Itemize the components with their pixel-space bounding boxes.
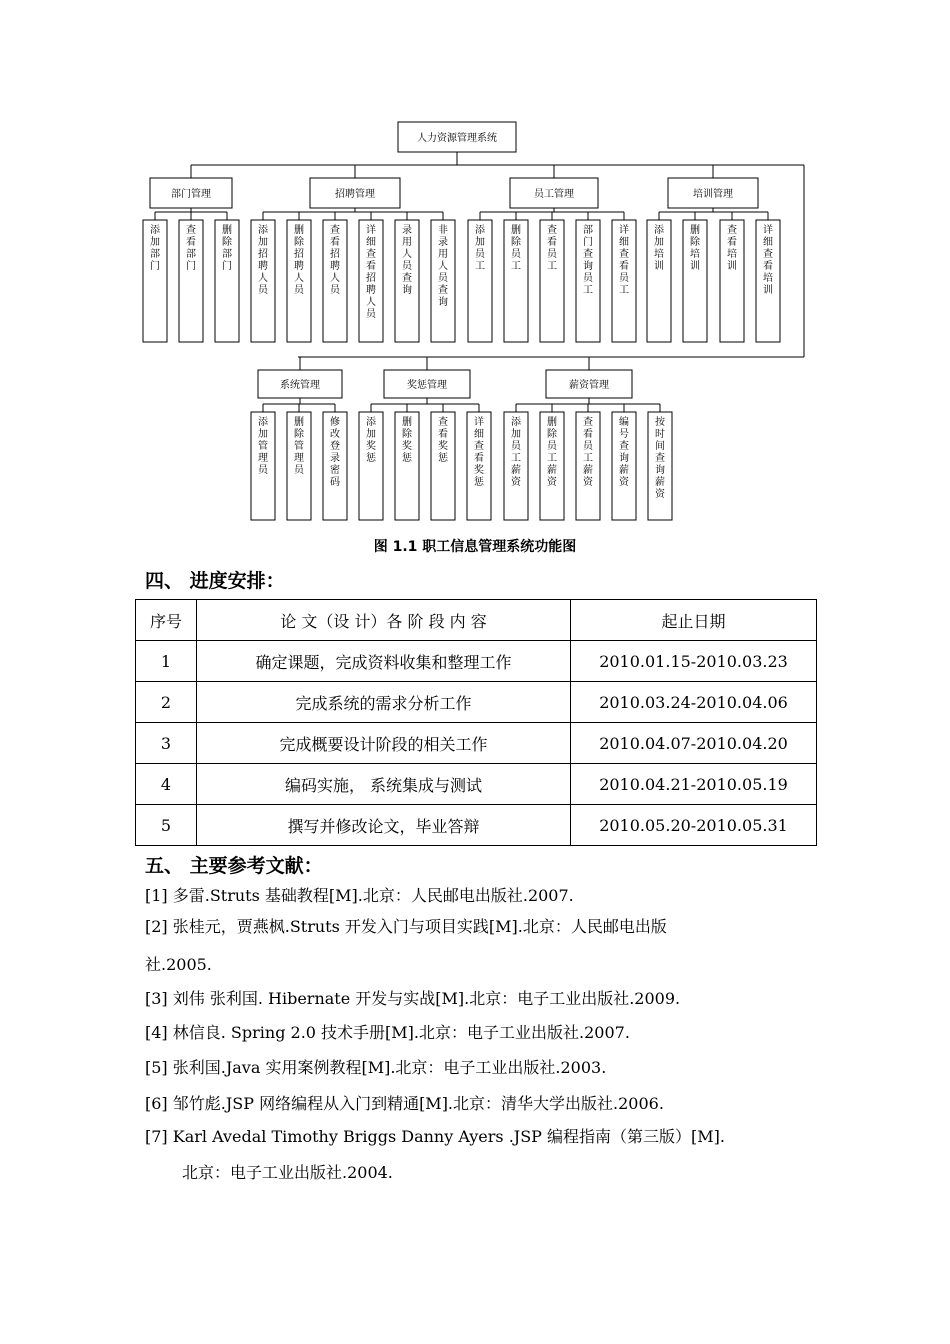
leaf-node-label: 添加奖惩 xyxy=(366,417,376,464)
reference-item: [3] 刘伟 张利国. Hibernate 开发与实战[M].北京：电子工业出版社.2009. xyxy=(145,989,681,1008)
root-node-label: 人力资源管理系统 xyxy=(417,133,497,144)
group-node-label: 招聘管理 xyxy=(335,189,375,200)
leaf-node-label: 编号查询薪资 xyxy=(619,417,629,488)
leaf-node-label: 删除培训 xyxy=(690,225,700,272)
leaf-node-label: 按时间查询薪资 xyxy=(655,417,665,500)
row-dates: 2010.04.07-2010.04.20 xyxy=(571,723,817,764)
table-row xyxy=(136,723,817,764)
leaf-node-label: 修改登录密码 xyxy=(330,417,340,488)
row-content: 撰写并修改论文，毕业答辩 xyxy=(197,805,571,846)
group-node-label: 培训管理 xyxy=(693,189,733,200)
section-5-heading: 五、 主要参考文献： xyxy=(145,855,323,877)
leaf-node-label: 添加部门 xyxy=(150,225,160,272)
leaf-node-label: 删除管理员 xyxy=(294,417,304,476)
leaf-node-label: 删除员工薪资 xyxy=(547,417,557,488)
leaf-node-label: 删除奖惩 xyxy=(402,417,412,464)
leaf-node-label: 查看招聘人员 xyxy=(330,225,340,296)
leaf-node-label: 查看奖惩 xyxy=(438,417,448,464)
header-cell: 论 文（设 计）各 阶 段 内 容 xyxy=(197,600,571,641)
reference-item: [4] 林信良. Spring 2.0 技术手册[M].北京：电子工业出版社.2007. xyxy=(145,1023,630,1042)
leaf-node-label: 非录用人员查询 xyxy=(438,225,448,308)
row-content: 确定课题，完成资料收集和整理工作 xyxy=(197,641,571,682)
leaf-node-label: 删除员工 xyxy=(511,225,521,272)
row-number: 4 xyxy=(136,764,197,805)
leaf-node-label: 查看培训 xyxy=(727,225,737,272)
leaf-node-label: 详细查看招聘人员 xyxy=(366,225,376,320)
row-dates: 2010.05.20-2010.05.31 xyxy=(571,805,817,846)
leaf-node-label: 添加员工薪资 xyxy=(511,417,521,488)
function-hierarchy-diagram xyxy=(0,0,950,540)
figure-caption: 图 1.1 职工信息管理系统功能图 xyxy=(373,539,577,555)
row-number: 5 xyxy=(136,805,197,846)
leaf-node-label: 部门查询员工 xyxy=(583,225,593,296)
reference-item: [1] 多雷.Struts 基础教程[M].北京：人民邮电出版社.2007. xyxy=(145,886,574,905)
group-node-label: 系统管理 xyxy=(280,380,320,391)
row-dates: 2010.03.24-2010.04.06 xyxy=(571,682,817,723)
leaf-node-label: 删除部门 xyxy=(222,225,232,272)
header-cell: 起止日期 xyxy=(571,600,817,641)
leaf-node-label: 查看部门 xyxy=(186,225,196,272)
group-node-label: 员工管理 xyxy=(534,189,574,200)
leaf-node-label: 添加管理员 xyxy=(258,417,268,476)
leaf-node-label: 查看员工 xyxy=(547,225,557,272)
leaf-node-label: 详细查看员工 xyxy=(619,225,629,296)
row-number: 1 xyxy=(136,641,197,682)
schedule-table xyxy=(135,599,817,846)
section-4-heading: 四、 进度安排： xyxy=(145,570,285,592)
leaf-node-label: 录用人员查询 xyxy=(402,225,412,296)
row-content: 编码实施， 系统集成与测试 xyxy=(197,764,571,805)
leaf-node-label: 添加招聘人员 xyxy=(258,225,268,296)
reference-item: [5] 张利国.Java 实用案例教程[M].北京：电子工业出版社.2003. xyxy=(145,1058,607,1077)
table-row xyxy=(136,805,817,846)
leaf-node-label: 详细查看培训 xyxy=(763,225,773,296)
group-node-label: 奖惩管理 xyxy=(407,380,447,391)
row-number: 2 xyxy=(136,682,197,723)
row-dates: 2010.01.15-2010.03.23 xyxy=(571,641,817,682)
reference-item: [7] Karl Avedal Timothy Briggs Danny Ayers .JSP 编程指南（第三版）[M]. xyxy=(145,1127,725,1146)
table-row xyxy=(136,682,817,723)
table-row xyxy=(136,764,817,805)
leaf-node-label: 添加培训 xyxy=(654,225,664,272)
leaf-node-label: 详细查看奖惩 xyxy=(474,417,484,488)
table-header-row xyxy=(136,600,817,641)
reference-item: 北京：电子工业出版社.2004. xyxy=(182,1163,393,1182)
leaf-node-label: 删除招聘人员 xyxy=(294,225,304,296)
leaf-node-label: 添加员工 xyxy=(475,225,485,272)
row-number: 3 xyxy=(136,723,197,764)
leaf-node-label: 查看员工薪资 xyxy=(583,417,593,488)
row-content: 完成概要设计阶段的相关工作 xyxy=(197,723,571,764)
reference-item: [6] 邹竹彪.JSP 网络编程从入门到精通[M].北京：清华大学出版社.2006. xyxy=(145,1094,664,1113)
group-node-label: 薪资管理 xyxy=(569,380,609,391)
row-content: 完成系统的需求分析工作 xyxy=(197,682,571,723)
reference-item: 社.2005. xyxy=(145,955,212,974)
reference-item: [2] 张桂元，贾燕枫.Struts 开发入门与项目实践[M].北京：人民邮电出版 xyxy=(145,917,667,936)
row-dates: 2010.04.21-2010.05.19 xyxy=(571,764,817,805)
header-cell: 序号 xyxy=(136,600,197,641)
table-row xyxy=(136,641,817,682)
group-node-label: 部门管理 xyxy=(171,189,211,200)
